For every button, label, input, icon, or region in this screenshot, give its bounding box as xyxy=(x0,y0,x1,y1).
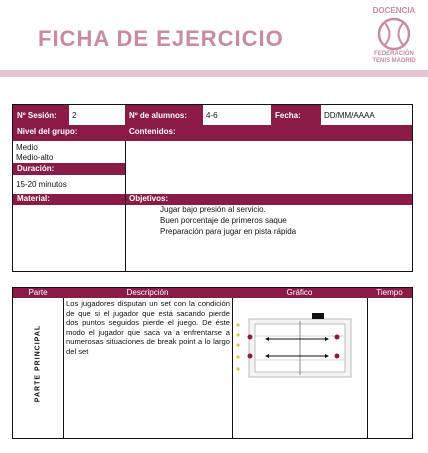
player-marker xyxy=(335,335,340,340)
duracion-value: 15-20 minutos xyxy=(16,180,67,189)
ball-basket xyxy=(312,313,324,319)
nivel-label: Nivel del grupo: xyxy=(13,125,125,141)
contenidos-label: Contenidos: xyxy=(125,125,412,141)
objetivo-item: Preparación para jugar en pista rápida xyxy=(160,227,297,236)
sesion-label: Nº Sesión: xyxy=(13,105,69,125)
ball-marker xyxy=(236,323,239,326)
material-label: Material: xyxy=(13,194,125,205)
form-divider xyxy=(125,141,126,271)
brand-top-text: DOCENCIA xyxy=(372,6,416,15)
col-grafico-header: Gráfico xyxy=(232,288,367,298)
alumnos-field[interactable]: 4-6 xyxy=(203,106,271,124)
player-marker xyxy=(248,354,253,359)
ball-marker xyxy=(236,333,239,336)
col-tiempo-header: Tiempo xyxy=(367,288,412,298)
ball-marker xyxy=(236,355,239,358)
page-title: FICHA DE EJERCICIO xyxy=(38,26,284,51)
fecha-label: Fecha: xyxy=(271,105,321,125)
brand-line-1: FEDERACIÓN xyxy=(374,51,414,57)
sesion-field[interactable]: 2 xyxy=(69,106,125,124)
player-marker xyxy=(335,354,340,359)
objetivo-item: Jugar bajo presión al servicio. xyxy=(160,205,266,214)
table-divider xyxy=(367,298,368,438)
court-diagram xyxy=(233,299,366,379)
player-marker xyxy=(248,335,253,340)
col-descripcion-header: Descripción xyxy=(63,288,232,298)
fecha-field[interactable]: DD/MM/AAAA xyxy=(321,106,412,124)
tennis-ball-icon xyxy=(377,17,411,51)
parte-value: PARTE PRINCIPAL xyxy=(34,324,42,403)
federation-logo xyxy=(364,6,424,65)
table-divider xyxy=(63,298,64,438)
descripcion-text: Los jugadores disputan un set con la condición de que si el jugador que está sacando pierde dos puntos seguidos pierde el juego. De éste modo el jugador que saca va a enfrentarse a numerosas situaciones de break point a lo largo del set xyxy=(66,299,230,356)
ball-marker xyxy=(236,343,239,346)
alumnos-label: Nº de alumnos: xyxy=(125,105,203,125)
header-rule xyxy=(0,70,428,77)
objetivo-item: Buen porcentaje de primeros saque xyxy=(160,216,287,225)
duracion-label: Duración: xyxy=(13,163,125,175)
nivel-value-2: Medio-alto xyxy=(16,153,54,162)
brand-line-2: TENIS MADRID xyxy=(372,58,416,64)
ball-marker xyxy=(236,367,239,370)
nivel-value-1: Medio xyxy=(16,143,38,152)
col-parte-header: Parte xyxy=(13,288,63,298)
objetivos-label: Objetivos: xyxy=(125,194,412,205)
